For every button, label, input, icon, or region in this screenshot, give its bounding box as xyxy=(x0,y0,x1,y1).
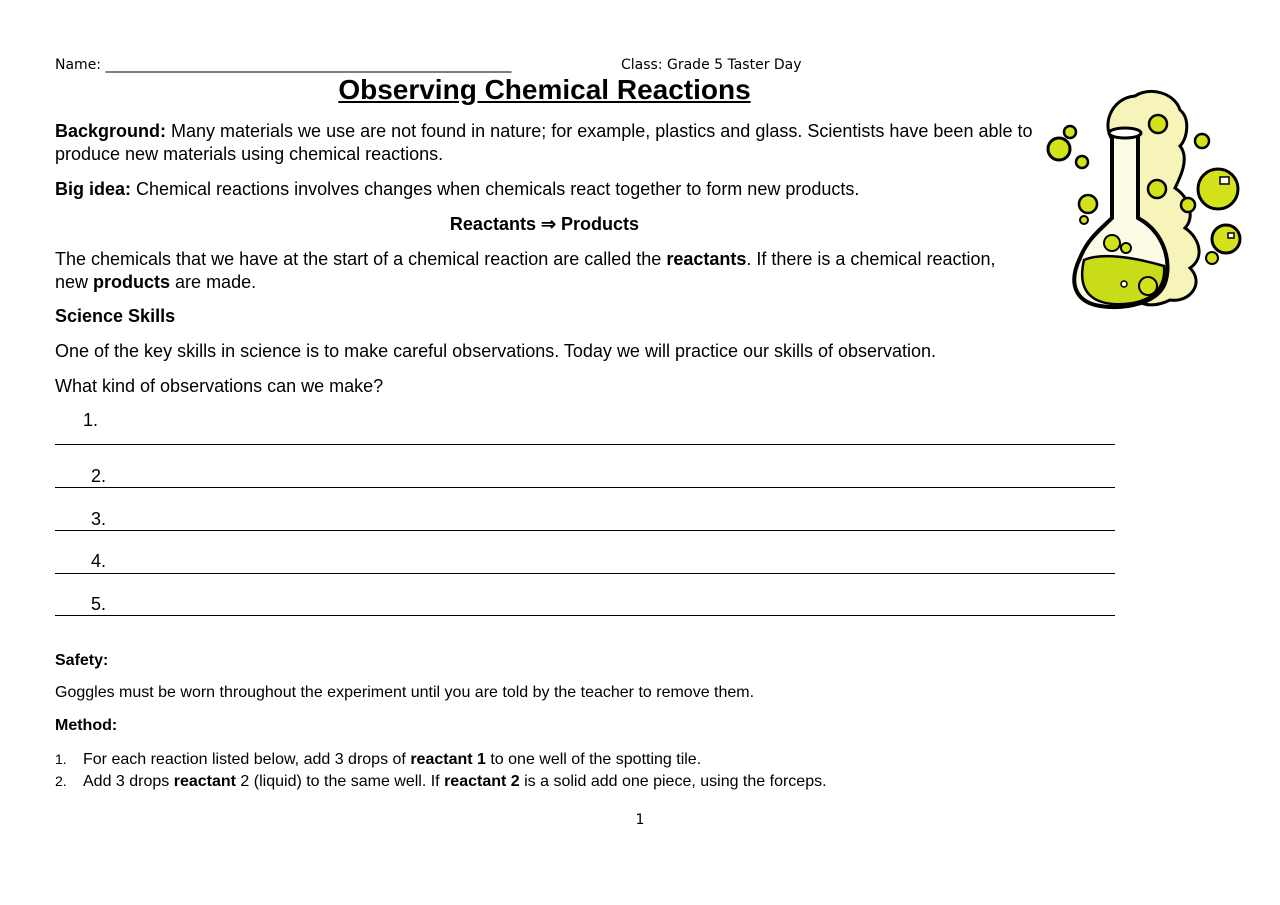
reactants-text-1: The chemicals that we have at the start of a chemical reaction are called the xyxy=(55,249,667,269)
method-step-text: is a solid add one piece, using the forceps. xyxy=(519,773,827,790)
method-step-text: 2 (liquid) to the same well. If xyxy=(235,773,445,790)
background-paragraph xyxy=(55,120,1040,166)
observation-line-2[interactable] xyxy=(55,487,1115,488)
big-idea-paragraph xyxy=(55,178,1055,201)
observation-number-4: 4. xyxy=(91,551,107,571)
method-step-text: For each reaction listed below, add 3 drops of xyxy=(83,751,411,768)
method-step-number: 2. xyxy=(55,773,67,789)
observation-number-2: 2. xyxy=(91,466,107,486)
method-step-bold: reactant xyxy=(173,773,236,790)
products-bold: products xyxy=(93,272,171,292)
observation-line-5[interactable] xyxy=(55,615,1115,616)
class-label: Class: Grade 5 Taster Day xyxy=(621,57,802,73)
reactants-text-2: . If there is a chemical reaction, new xyxy=(55,249,996,292)
observation-number-3: 3. xyxy=(91,509,107,529)
observation-line-4[interactable] xyxy=(55,573,1115,574)
method-step-text: to one well of the spotting tile. xyxy=(485,751,702,768)
skills-paragraph: One of the key skills in science is to make careful observations. Today we will practice our skills of observation. xyxy=(55,341,937,361)
method-heading: Method: xyxy=(55,717,118,734)
observation-line-3[interactable] xyxy=(55,530,1115,531)
method-step-2 xyxy=(55,773,827,791)
header-line xyxy=(55,57,802,73)
reactants-bold: reactants xyxy=(666,249,747,269)
method-step-text: Add 3 drops xyxy=(83,773,174,790)
reactants-text-3: are made. xyxy=(170,272,257,292)
safety-heading: Safety: xyxy=(55,652,109,669)
name-field-label: Name: __________________________________________________________ xyxy=(55,57,512,73)
page-number: 1 xyxy=(635,812,645,828)
observation-number-5: 5. xyxy=(91,594,107,614)
reactants-paragraph xyxy=(55,248,1025,294)
chemistry-flask-icon xyxy=(1040,88,1250,318)
background-label: Background: xyxy=(55,121,167,141)
method-step-bold: reactant 2 xyxy=(444,773,520,790)
method-step-1 xyxy=(55,751,701,769)
observation-line-1[interactable] xyxy=(55,444,1115,445)
observation-number-1: 1. xyxy=(83,410,99,430)
observation-question: What kind of observations can we make? xyxy=(55,376,384,396)
reactants-products-equation: Reactants ⇒ Products xyxy=(449,214,640,234)
method-step-number: 1. xyxy=(55,751,67,767)
page-title: Observing Chemical Reactions xyxy=(338,74,751,105)
big-idea-text: Chemical reactions involves changes when chemicals react together to form new products. xyxy=(131,179,860,199)
big-idea-label: Big idea: xyxy=(55,179,132,199)
science-skills-heading: Science Skills xyxy=(55,306,176,326)
safety-text: Goggles must be worn throughout the experiment until you are told by the teacher to remove them. xyxy=(55,684,755,701)
background-text: Many materials we use are not found in nature; for example, plastics and glass. Scientists have been able to produce new materials using chemical reactions. xyxy=(55,121,1033,164)
method-step-bold: reactant 1 xyxy=(410,751,486,768)
